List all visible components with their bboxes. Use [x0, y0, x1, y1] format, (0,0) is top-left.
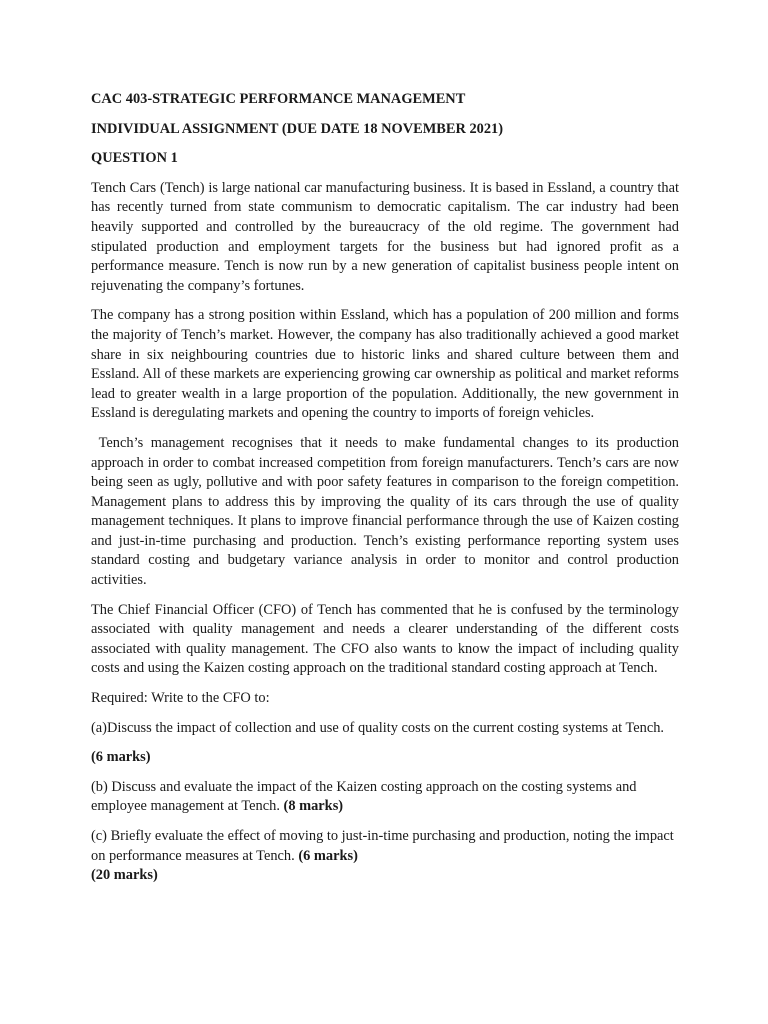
- question-title: QUESTION 1: [91, 150, 178, 167]
- assignment-title: INDIVIDUAL ASSIGNMENT (DUE DATE 18 NOVEMBER 2021): [91, 120, 504, 137]
- part-b-text: (b) Discuss and evaluate the impact of the Kaizen costing approach on the costing systems and employee management at Tench.: [91, 778, 637, 815]
- body-paragraph-4: The Chief Financial Officer (CFO) of Tench has commented that he is confused by the terminology associated with quality management and needs a clearer understanding of the different costs associated with quality management. The CFO also wants to know the impact of including quality costs and using the Kaizen costing approach on the traditional standard costing approach at Tench.: [91, 601, 679, 677]
- part-a-marks: (6 marks): [91, 749, 151, 766]
- body-paragraph-2: The company has a strong position within Essland, which has a population of 200 million and forms the majority of Tench’s market. However, the company has also traditionally achieved a good market share in six neighbouring countries due to historic links and shared culture between them and Essland. All of these markets are experiencing growing car ownership as political and market reforms lead to greater wealth in a large proportion of the population. Additionally, the new government in Essland is deregulating markets and opening the country to imports of foreign vehicles.: [91, 307, 679, 422]
- part-a-text: (a)Discuss the impact of collection and use of quality costs on the current costing systems at Tench.: [91, 719, 665, 736]
- course-title: CAC 403-STRATEGIC PERFORMANCE MANAGEMENT: [91, 91, 466, 107]
- part-b: [91, 778, 679, 817]
- body-paragraph-3: Tench’s management recognises that it needs to make fundamental changes to its production approach in order to combat increased competition from foreign manufacturers. Tench’s cars are now being seen as ugly, pollutive and with poor safety features in comparison to the foreign competition. Management plans to address this by improving the quality of its cars through the use of quality management techniques. It plans to improve financial performance through the use of Kaizen costing and just-in-time purchasing and production. Tench’s existing performance reporting system uses standard costing and budgetary variance analysis in order to monitor and control production activities.: [91, 434, 683, 589]
- part-c-text: (c) Briefly evaluate the effect of moving to just-in-time purchasing and production, noting the impact on performance measures at Tench.: [91, 828, 674, 864]
- document-page: [91, 90, 683, 896]
- body-paragraph-1: Tench Cars (Tench) is large national car manufacturing business. It is based in Essland, a country that has recently turned from state communism to democratic capitalism. The car industry had been heavily supported and controlled by the bureaucracy of the old regime. The government had stipulated production and employment targets for the business but had ignored profit as a performance measure. Tench is now run by a new generation of capitalist business people intent on rejuvenating the company’s fortunes.: [91, 179, 679, 294]
- required-intro: Required: Write to the CFO to:: [91, 690, 270, 707]
- part-b-marks: (8 marks): [283, 798, 344, 815]
- part-c: [91, 827, 679, 866]
- total-marks: (20 marks): [91, 867, 158, 884]
- part-c-marks: (6 marks): [298, 847, 358, 864]
